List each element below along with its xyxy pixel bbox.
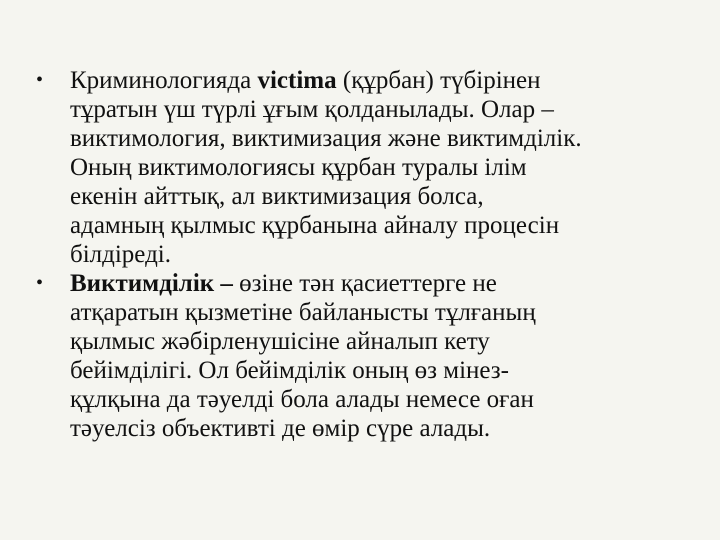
term-victima: victima: [257, 67, 337, 94]
text-line: [70, 269, 696, 298]
bullet-list: [36, 66, 696, 443]
text-line: виктимология, виктимизация және виктимділік.: [70, 125, 582, 152]
text-line: бейімділігі. Ол бейімділік оның өз мінез-: [70, 357, 509, 384]
text-line: Оның виктимологиясы құрбан туралы ілім: [70, 154, 527, 181]
text-run: өзіне тән қасиеттерге не: [232, 270, 497, 297]
bullet-item-viktimdilik: [36, 269, 696, 443]
text-run: Криминологияда: [70, 67, 258, 94]
bullet-item-victima: [36, 66, 696, 269]
text-line: құлқына да тәуелді бола алады немесе оған: [70, 386, 534, 413]
term-viktimdilik: Виктимділік –: [70, 270, 233, 297]
text-line: қылмыс жәбірленушісіне айналып кету: [70, 328, 490, 355]
text-line: тәуелсіз объективті де өмір сүре алады.: [70, 415, 491, 442]
text-line: екенін айттық, ал виктимизация болса,: [70, 183, 484, 210]
text-line: атқаратын қызметіне байланысты тұлғаның: [70, 299, 536, 326]
bullet-dot-icon: •: [36, 272, 44, 294]
bullet-dot-icon: •: [36, 69, 44, 91]
text-line: білдіреді.: [70, 241, 171, 268]
text-run: (құрбан) түбірінен: [336, 67, 541, 94]
text-line: тұратын үш түрлі ұғым қолданылады. Олар –: [70, 96, 554, 123]
text-line: адамның қылмыс құрбанына айналу процесін: [70, 212, 560, 239]
text-line: [70, 66, 696, 95]
